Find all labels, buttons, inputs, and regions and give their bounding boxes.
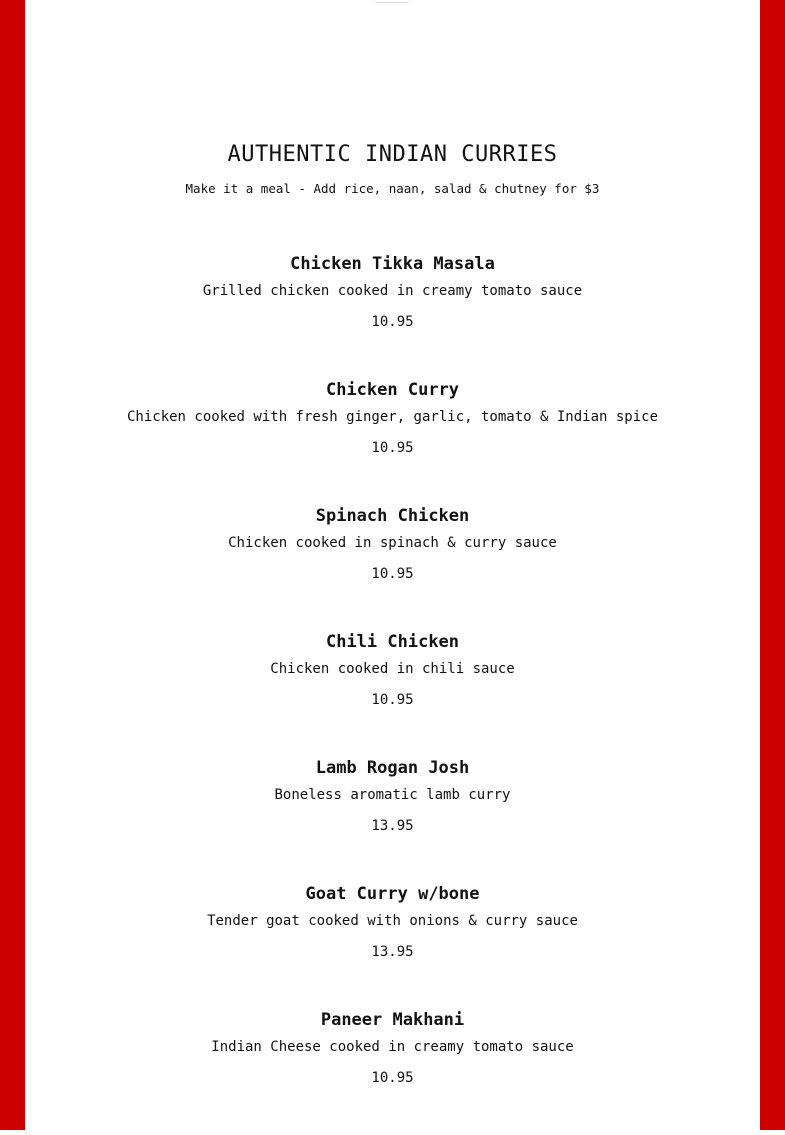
- item-description: Chicken cooked in spinach & curry sauce: [228, 535, 557, 551]
- right-border: [760, 0, 785, 1130]
- item-price: 13.95: [371, 944, 414, 960]
- menu-item: [25, 379, 760, 505]
- item-name: Chicken Tikka Masala: [290, 254, 495, 274]
- item-name: Chili Chicken: [325, 632, 460, 652]
- item-description: Chicken cooked with fresh ginger, garlic, tomato & Indian spice: [126, 409, 658, 425]
- menu-item: [25, 883, 760, 1009]
- item-name: Chicken Curry: [325, 380, 460, 400]
- section-title: AUTHENTIC INDIAN CURRIES: [227, 142, 558, 167]
- item-description: Grilled chicken cooked in creamy tomato sauce: [202, 283, 583, 299]
- menu-page: [25, 0, 760, 1130]
- menu-item: [25, 631, 760, 757]
- menu-item: [25, 253, 760, 379]
- item-name: Goat Curry w/bone: [305, 884, 480, 904]
- item-price: 10.95: [371, 440, 414, 456]
- item-name: Lamb Rogan Josh: [315, 758, 470, 778]
- item-price: 10.95: [371, 692, 414, 708]
- menu-item: [25, 757, 760, 883]
- item-price: 10.95: [371, 314, 414, 330]
- item-description: Tender goat cooked with onions & curry sauce: [207, 913, 578, 929]
- item-description: Indian Cheese cooked in creamy tomato sauce: [211, 1039, 574, 1055]
- menu-list: [25, 253, 760, 1135]
- left-border: [0, 0, 25, 1130]
- item-description: Chicken cooked in chili sauce: [270, 661, 515, 677]
- item-price: 10.95: [371, 1070, 414, 1086]
- menu-item: [25, 505, 760, 631]
- item-name: Spinach Chicken: [315, 506, 470, 526]
- section-subtitle: Make it a meal - Add rice, naan, salad & chutney for $3: [185, 181, 600, 196]
- top-divider: [375, 0, 409, 3]
- item-description: Boneless aromatic lamb curry: [274, 787, 511, 803]
- menu-item: [25, 1009, 760, 1135]
- item-price: 10.95: [371, 566, 414, 582]
- item-price: 13.95: [371, 818, 414, 834]
- item-name: Paneer Makhani: [320, 1010, 465, 1030]
